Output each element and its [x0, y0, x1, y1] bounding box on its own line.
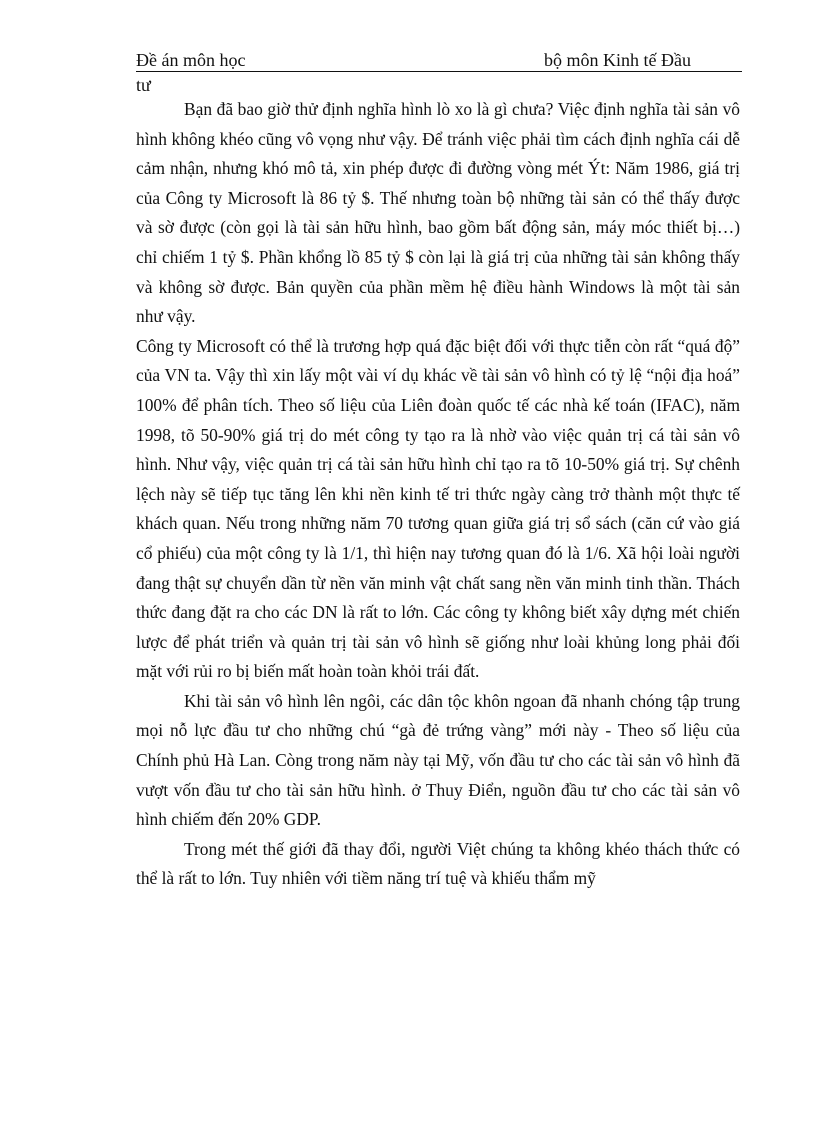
- header-course-title: Đề án môn học: [136, 50, 246, 70]
- paragraph-microsoft-example: Bạn đã bao giờ thử định nghĩa hình lò xo là gì chưa? Việc định nghĩa tài sản vô hình không khéo cũng vô vọng như vậy. Để tránh việc phải tìm cách định nghĩa cái dễ cảm nhận, nhưng khó mô tả, xin phép được đi đường vòng mét Ýt: Năm 1986, giá trị của Công ty Microsoft là 86 tỷ $. Thế nhưng toàn bộ những tài sản có thể thấy được và sờ được (còn gọi là tài sản hữu hình, bao gồm bất động sản, máy móc thiết bị…) chỉ chiếm 1 tỷ $. Phần khổng lồ 85 tỷ $ còn lại là giá trị của những tài sản không thấy và không sờ được. Bản quyền của phần mềm hệ điều hành Windows là một tài sản như vậy.: [136, 99, 740, 327]
- paragraph-investment-trends: Khi tài sản vô hình lên ngôi, các dân tộc khôn ngoan đã nhanh chóng tập trung mọi nỗ lực đầu tư cho những chú “gà đẻ trứng vàng” mới này - Theo số liệu của Chính phủ Hà Lan. Còng trong năm này tại Mỹ, vốn đầu tư cho các tài sản vô hình đã vượt vốn đầu tư cho tài sản hữu hình. ở Thuy Điển, nguồn đầu tư cho các tài sản vô hình chiếm đến 20% GDP.: [136, 690, 740, 830]
- paragraph-intangible-assets-value: Công ty Microsoft có thể là trương hợp quá đặc biệt đối với thực tiễn còn rất “quá độ” của VN ta. Vậy thì xin lấy một vài ví dụ khác về tài sản vô hình có tỷ lệ “nội địa hoá” 100% để phân tích. Theo số liệu của Liên đoàn quốc tế các nhà kế toán (IFAC), năm 1998, tõ 50-90% giá trị do mét công ty tạo ra là nhờ vào việc quản trị cá tài sản vô hình. Như vậy, việc quản trị cá tài sản hữu hình chỉ tạo ra tõ 10-50% giá trị. Sự chênh lệch này sẽ tiếp tục tăng lên khi nền kinh tế tri thức ngày càng trở thành một thực tế khách quan. Nếu trong những năm 70 tương quan giữa giá trị sổ sách (căn cứ vào giá cổ phiếu) của một công ty là 1/1, thì hiện nay tương quan đó là 1/6. Xã hội loài người đang thật sự chuyển dần từ nền văn minh vật chất sang nền văn minh tinh thần. Thách thức đang đặt ra cho các DN là rất to lớn. Các công ty không biết xây dựng mét chiến lược để phát triển và quản trị tài sản vô hình sẽ giống như loài khủng long phải đối mặt với rủi ro bị biến mất hoàn toàn khỏi trái đất.: [136, 335, 740, 682]
- paragraph-vietnam-challenge: Trong mét thế giới đã thay đổi, người Việt chúng ta không khéo thách thức có thể là rất to lớn. Tuy nhiên với tiềm năng trí tuệ và khiếu thẩm mỹ: [136, 838, 740, 889]
- document-body: [136, 95, 740, 894]
- header-department-wrap: tư: [136, 75, 151, 95]
- header-department: bộ môn Kinh tế Đầu: [544, 50, 691, 70]
- header-underline: [136, 71, 742, 72]
